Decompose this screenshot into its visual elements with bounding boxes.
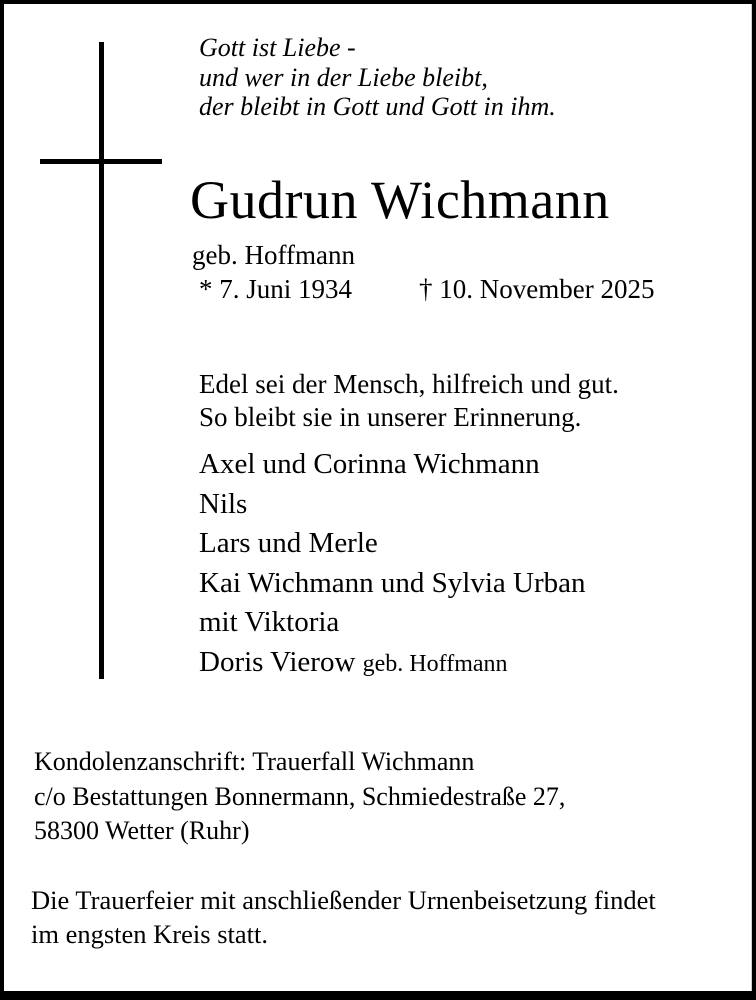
mourner-line: mit Viktoria xyxy=(199,606,340,639)
deceased-name: Gudrun Wichmann xyxy=(190,170,610,230)
cross-vertical-bar xyxy=(99,42,104,679)
mourner-name: Doris Vierow xyxy=(199,645,363,678)
funeral-note-line-1: Die Trauerfeier mit anschließender Urnenbeisetzung findet xyxy=(31,885,656,915)
death-date: † 10. November 2025 xyxy=(419,274,655,304)
mourners-list xyxy=(199,445,586,685)
birth-date: * 7. Juni 1934 xyxy=(199,274,353,304)
maiden-name: geb. Hoffmann xyxy=(192,240,355,270)
quote-line-2: und wer in der Liebe bleibt, xyxy=(199,62,488,92)
life-dates xyxy=(199,273,719,305)
motto-line-2: So bleibt sie in unserer Erinnerung. xyxy=(199,402,582,432)
mourner-line: Kai Wichmann und Sylvia Urban xyxy=(199,566,586,599)
mourner-line: Nils xyxy=(199,487,248,520)
funeral-note-line-2: im engsten Kreis statt. xyxy=(31,918,268,949)
condolence-line-2: c/o Bestattungen Bonnermann, Schmiedestraße 27, xyxy=(34,781,566,811)
mourner-maiden-name: geb. Hoffmann xyxy=(362,650,508,677)
quote-line-3: der bleibt in Gott und Gott in ihm. xyxy=(199,92,556,121)
quote-line-1: Gott ist Liebe - xyxy=(199,33,356,62)
condolence-line-1: Kondolenzanschrift: Trauerfall Wichmann xyxy=(34,747,475,776)
mourner-line: Axel und Corinna Wichmann xyxy=(199,448,540,480)
cross-horizontal-bar xyxy=(40,159,162,164)
condolence-line-3: 58300 Wetter (Ruhr) xyxy=(34,816,250,845)
remembrance-motto xyxy=(199,368,619,434)
motto-line-1: Edel sei der Mensch, hilfreich und gut. xyxy=(199,369,619,399)
mourner-line: Lars und Merle xyxy=(199,527,378,560)
mourner-line xyxy=(199,643,586,685)
funeral-note xyxy=(31,884,656,951)
scripture-quote xyxy=(199,33,556,122)
condolence-address xyxy=(34,745,565,849)
